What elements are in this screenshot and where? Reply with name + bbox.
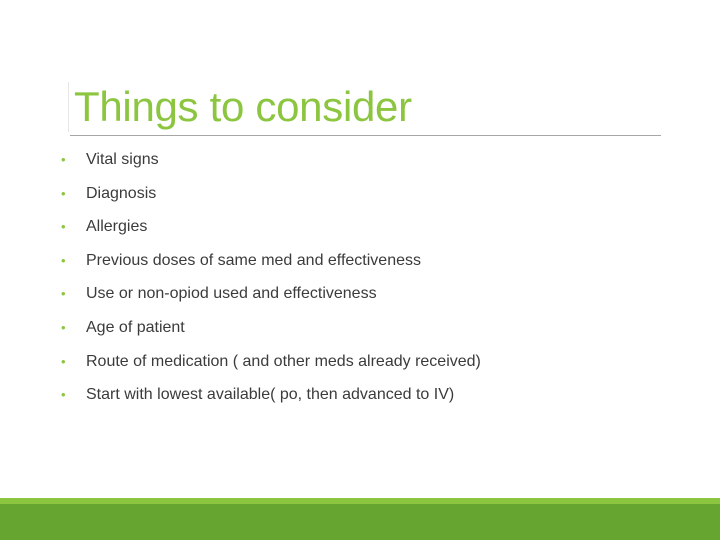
bullet-list bbox=[60, 143, 481, 412]
bullet-item bbox=[60, 210, 481, 244]
bullet-dot-icon: • bbox=[61, 252, 66, 268]
bullet-dot-icon: • bbox=[61, 387, 66, 403]
bullet-item bbox=[60, 177, 481, 211]
bullet-text: Start with lowest available( po, then advanced to IV) bbox=[86, 386, 455, 404]
bullet-dot-icon: • bbox=[61, 353, 66, 369]
title-underline bbox=[70, 135, 661, 136]
bullet-dot-icon: • bbox=[61, 319, 66, 335]
bullet-dot-icon: • bbox=[61, 219, 66, 235]
bullet-item bbox=[60, 345, 481, 379]
footer-band bbox=[0, 504, 720, 540]
bullet-dot-icon: • bbox=[61, 185, 66, 201]
bullet-dot-icon: • bbox=[61, 152, 66, 167]
bullet-item bbox=[60, 143, 481, 177]
bullet-item bbox=[60, 277, 481, 311]
bullet-text: Age of patient bbox=[86, 318, 185, 336]
bullet-dot-icon: • bbox=[61, 286, 66, 302]
slide-title: Things to consider bbox=[74, 83, 412, 130]
bullet-text: Vital signs bbox=[86, 151, 159, 168]
bullet-text: Allergies bbox=[86, 218, 148, 236]
bullet-item bbox=[60, 378, 481, 412]
bullet-item bbox=[60, 244, 481, 278]
bullet-text: Route of medication ( and other meds already received) bbox=[86, 352, 481, 370]
bullet-text: Diagnosis bbox=[86, 184, 157, 202]
bullet-text: Previous doses of same med and effectiveness bbox=[86, 251, 421, 269]
title-left-rule bbox=[68, 82, 69, 132]
bullet-item bbox=[60, 311, 481, 345]
bullet-text: Use or non-opiod used and effectiveness bbox=[86, 285, 377, 303]
